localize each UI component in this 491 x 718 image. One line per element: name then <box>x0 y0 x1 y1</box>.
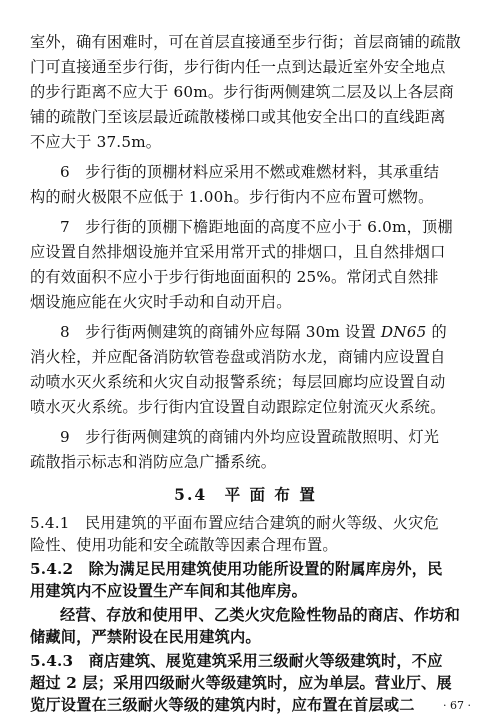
item-8-tail: 的 <box>426 323 447 341</box>
item-6-line-2: 构的耐火极限不应低于 1.00h。步行街内不应布置可燃物。 <box>30 188 434 206</box>
item-8-line-1 <box>60 320 461 345</box>
item-7-line-1: 7 步行街的顶棚下檐距地面的高度不应小于 6.0m，顶棚 <box>60 218 453 236</box>
item-8-line-2: 消火栓，并应配备消防软管卷盘或消防水龙，商铺内应设置自 <box>30 348 446 366</box>
item-6-line-1: 6 步行街的顶棚材料应采用不燃或难燃材料，其承重结 <box>60 163 440 181</box>
text-line: 门可直接通至步行街，步行街内任一点到达最近室外安全地点 <box>30 58 446 76</box>
item-8-line-4: 喷水灭火系统。步行街内宜设置自动跟踪定位射流灭火系统。 <box>30 398 446 416</box>
clause-5-4-1-line-1: 5.4.1 民用建筑的平面布置应结合建筑的耐火等级、火灾危 <box>30 514 439 532</box>
text-line: 室外，确有困难时，可在首层直接通至步行街；首层商铺的疏散 <box>30 33 461 51</box>
section-heading: 5.4 平 面 布 置 <box>174 485 317 504</box>
dn65-label: DN65 <box>380 323 427 341</box>
item-7-line-4: 烟设施应能在火灾时手动和自动开启。 <box>30 293 292 311</box>
clause-5-4-2-para-2-line-1: 经营、存放和使用甲、乙类火灾危险性物品的商店、作坊和 <box>60 606 461 624</box>
clause-5-4-1-line-2: 险性、使用功能和安全疏散等因素合理布置。 <box>30 536 338 554</box>
item-9-line-2: 疏散指示标志和消防应急广播系统。 <box>30 453 277 471</box>
item-7-line-3: 的有效面积不应小于步行街地面面积的 25%。常闭式自然排 <box>30 268 439 286</box>
clause-5-4-3-line-1: 5.4.3 商店建筑、展览建筑采用三级耐火等级建筑时，不应 <box>30 652 443 670</box>
clause-5-4-3-line-3: 览厅设置在三级耐火等级的建筑内时，应布置在首层或二 <box>30 696 415 714</box>
item-9-line-1: 9 步行街两侧建筑的商铺内外均应设置疏散照明、灯光 <box>60 428 440 446</box>
text-line: 铺的疏散门至该层最近疏散楼梯口或其他安全出口的直线距离 <box>30 108 446 126</box>
clause-5-4-3-line-2: 超过 2 层；采用四级耐火等级建筑时，应为单层。营业厅、展 <box>30 674 452 692</box>
item-8-text: 8 步行街两侧建筑的商铺外应每隔 30m 设置 <box>60 323 381 341</box>
item-7-line-2: 应设置自然排烟设施并宜采用常开式的排烟口，且自然排烟口 <box>30 243 446 261</box>
clause-5-4-2-para-2-line-2: 储藏间，严禁附设在民用建筑内。 <box>30 628 261 646</box>
text-line: 不应大于 37.5m。 <box>30 133 162 151</box>
clause-5-4-2-line-2: 用建筑内不应设置生产车间和其他库房。 <box>30 582 307 600</box>
page-number: · 67 · <box>443 699 471 712</box>
clause-5-4-2-line-1: 5.4.2 除为满足民用建筑使用功能所设置的附属库房外，民 <box>30 560 443 578</box>
item-8-line-3: 动喷水灭火系统和火灾自动报警系统；每层回廊均应设置自动 <box>30 373 446 391</box>
text-line: 的步行距离不应大于 60m。步行街两侧建筑二层及以上各层商 <box>30 83 455 101</box>
